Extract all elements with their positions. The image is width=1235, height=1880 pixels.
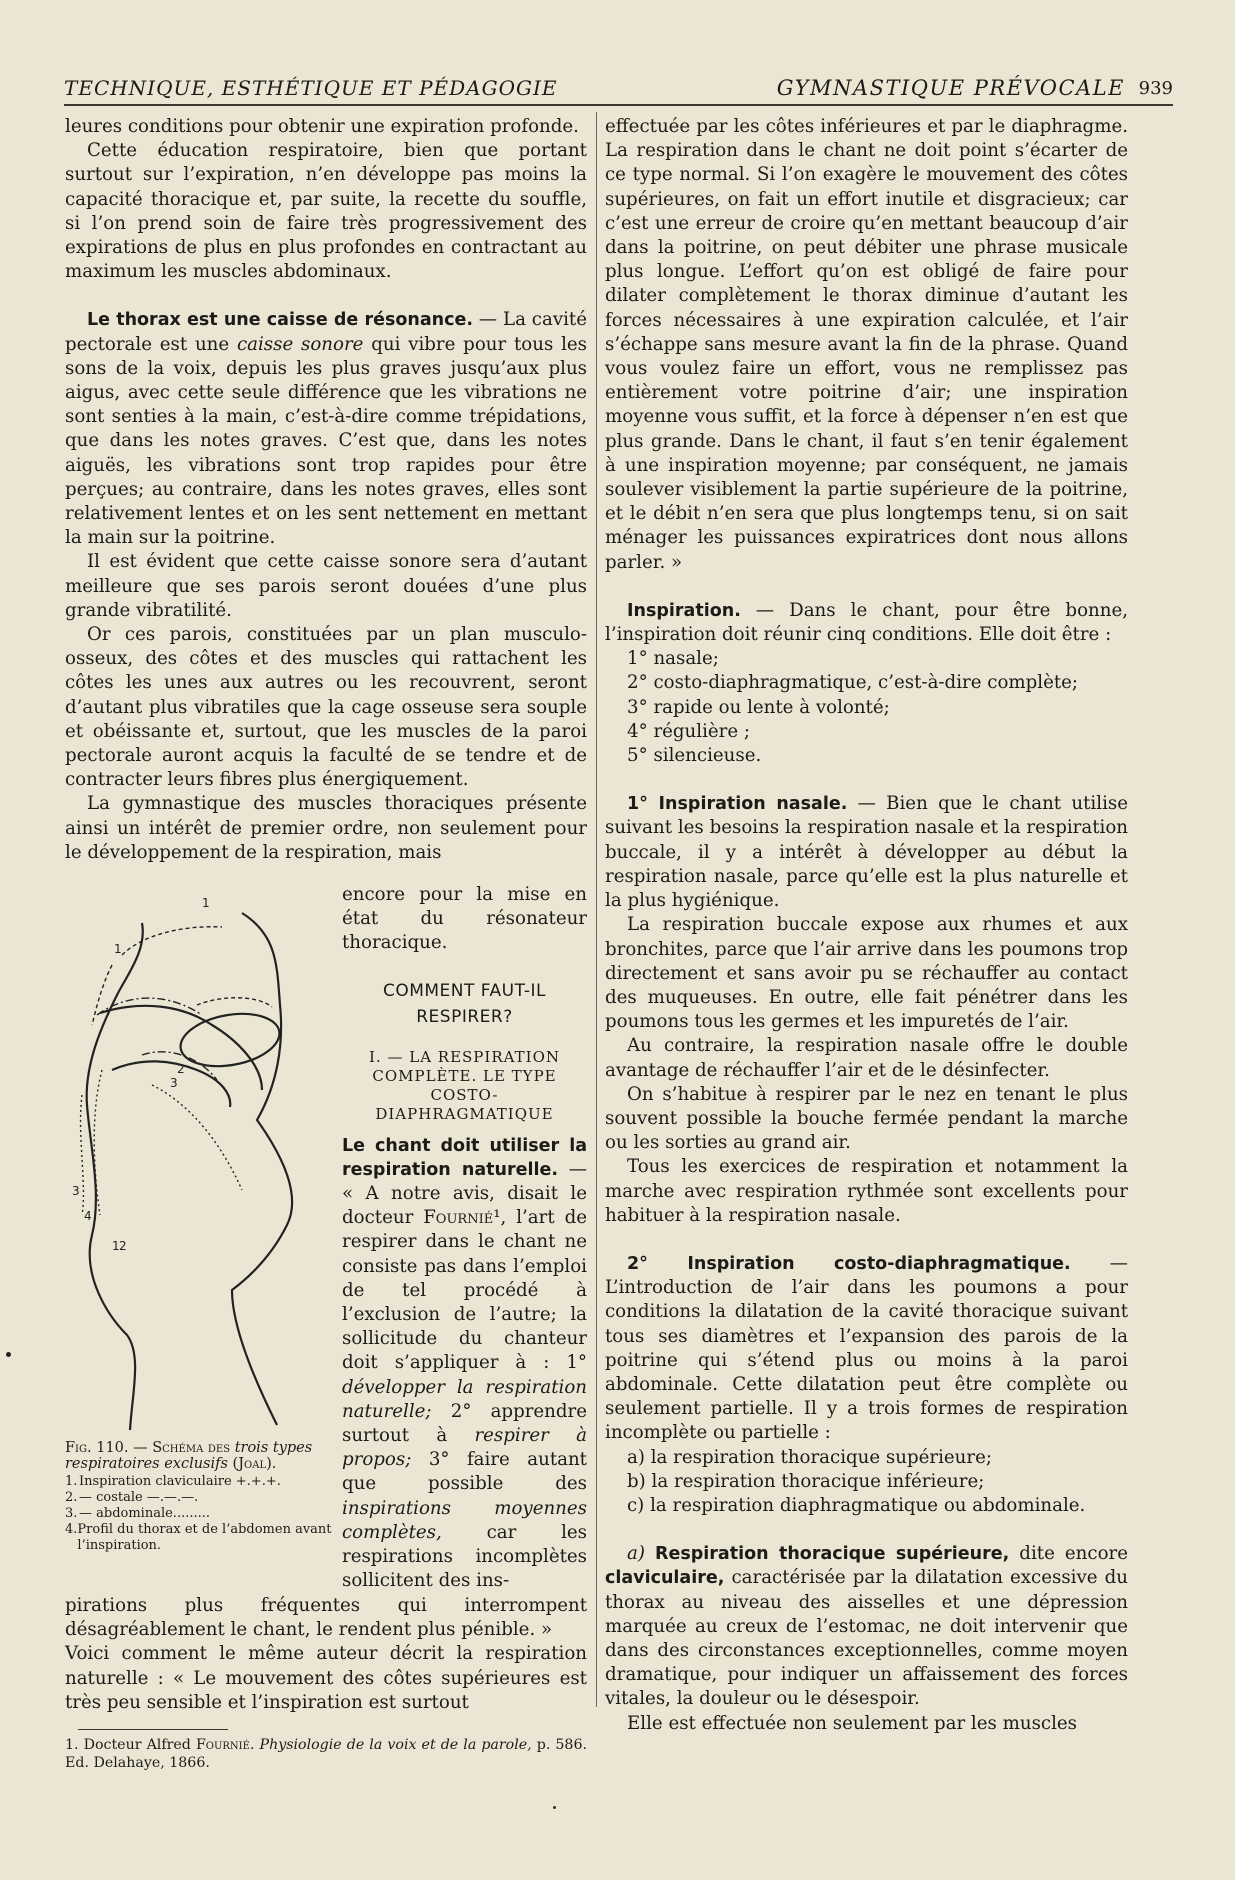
- figure-label: 2: [177, 1062, 185, 1076]
- subsection-heading: I. — LA RESPIRATION COMPLÈTE. LE TYPE COSTO-DIAPHRAGMATIQUE: [369, 1047, 560, 1123]
- list-item: 3° rapide ou lente à volonté;: [627, 696, 890, 718]
- footnote: 1. Docteur Alfred Fournié. Physiologie de la voix et de la parole, p. 586. Ed. Delahaye, 1866.: [65, 1737, 587, 1771]
- figure-label: 2: [119, 1239, 127, 1253]
- caption-title: Fig. 110. — Schéma des trois types respiratoires exclusifs (Joal).: [65, 1440, 313, 1472]
- paragraph: Au contraire, la respiration nasale offre le double avantage de réchauffer l’air et de le désinfecter.: [605, 1035, 1128, 1081]
- paragraph-inspiration: Inspiration. — Dans le chant, pour être bonne, l’inspiration doit réunir cinq conditions. Elle doit être :: [605, 599, 1128, 646]
- list-item: 4° régulière ;: [627, 720, 751, 742]
- figure-label: 3: [170, 1076, 178, 1090]
- left-column-tail: [65, 1594, 587, 1715]
- paragraph: encore pour la mise en état du résonateur thoracique.: [342, 884, 587, 954]
- paragraph-chant: Le chant doit utiliser la respiration naturelle. — « A notre avis, disait le docteur Fournié¹, l’art de respirer dans le chant ne consiste pas dans l’emploi de tel procédé à l’exclusion de l’autre; la sollicitude du chanteur doit s’appliquer à : 1° développer la respiration naturelle; 2° apprendre surtout à respirer à propos; 3° faire autant que possible des inspirations moyennes complètes, car les respirations incomplètes sollicitent des ins-: [342, 1135, 587, 1592]
- right-column: [605, 115, 1128, 1736]
- legend-item: 2. — costale —.—.—.: [65, 1490, 199, 1505]
- header-right-title: GYMNASTIQUE PRÉVOCALE: [776, 76, 1125, 100]
- figure-label: 4: [84, 1209, 92, 1223]
- paragraph: effectuée par les côtes inférieures et par le diaphragme. La respiration dans le chant ne doit point s’écarter de ce type normal. Si l’on exagère le mouvement des côtes supérieures, on fait un effort inutile et disgracieux; car c’est une erreur de croire qu’en mettant beaucoup d’air dans la poitrine, on peut débiter une phrase musicale plus longue. L’effort qu’on est obligé de faire pour dilater complètement le thorax diminue d’autant les forces nécessaires à une expiration calculée, et l’air s’échappe sans mesure avant la fin de la phrase. Quand vous voulez faire un effort, vous ne remplissez pas entièrement votre poitrine d’air; une inspiration moyenne vous suffit, et la force à dépenser n’en est que plus grande. Dans le chant, il faut s’en tenir également à une inspiration moyenne; par conséquent, ne jamais soulever visiblement la partie supérieure de la poitrine, et le débit n’en sera que plus longtemps tenu, si on sait ménager les puissances expiratrices dont nous allons parler. »: [605, 116, 1128, 573]
- figure-label: 3: [72, 1184, 80, 1198]
- section-heading: COMMENT FAUT-IL RESPIRER?: [382, 980, 547, 1027]
- figure-wrap-text: [342, 883, 587, 1593]
- list-item: 1° nasale;: [627, 648, 719, 670]
- conditions-list: [605, 647, 1128, 768]
- legend-item: 3. — abdominale.........: [65, 1506, 211, 1521]
- forms-list: [605, 1446, 1128, 1519]
- left-column: [65, 115, 587, 865]
- paragraph: La gymnastique des muscles thoraciques présente ainsi un intérêt de premier ordre, non seulement pour le développement de la respiration, mais: [65, 793, 587, 863]
- figure-caption: [65, 1440, 340, 1554]
- figure-label: 1: [114, 942, 122, 956]
- abdominal-line: [81, 1070, 242, 1215]
- paragraph: La respiration buccale expose aux rhumes et aux bronchites, parce que l’air arrive dans les poumons trop directement et sans avoir pu se réchauffer au contact des muqueuses. En outre, elle fait pénétrer dans les poumons tous les germes et les impuretés de l’air.: [605, 914, 1128, 1033]
- paragraph: Cette éducation respiratoire, bien que portant surtout sur l’expiration, n’en développe pas moins la capacité thoracique et, par suite, la recette du souffle, si l’on prend soin de faire très progressivement des expirations de plus en plus profondes en contractant au maximum les muscles abdominaux.: [65, 140, 587, 283]
- list-item: a) la respiration thoracique supérieure;: [627, 1446, 992, 1468]
- paragraph: On s’habitue à respirer par le nez en tenant le plus souvent possible la bouche fermée pendant la marche ou les sorties au grand air.: [605, 1083, 1128, 1154]
- thorax-profile-outline: [87, 913, 292, 1430]
- legend-item: 1. Inspiration claviculaire +.+.+.: [65, 1474, 281, 1489]
- footnote-rule: [78, 1729, 228, 1730]
- paragraph-claviculaire: a) Respiration thoracique supérieure, dite encore claviculaire, caractérisée par la dilatation excessive du thorax au niveau des aisselles et une dépression marquée au creux de l’estomac, ne doit intervenir que dans des circonstances exceptionnelles, comme moyen dramatique, pour indiquer un affaissement des forces vitales, la douleur ou le désespoir.: [605, 1543, 1128, 1710]
- list-item: c) la respiration diaphragmatique ou abdominale.: [627, 1494, 1086, 1516]
- paragraph: Or ces parois, constituées par un plan musculo-osseux, des côtes et des muscles qui rattachent les côtes les unes aux autres ou les recouvrent, seront d’autant plus vibratiles que la cage osseuse sera souple et obéissante et, surtout, que les muscles de la paroi pectorale auront acquis la faculté de se tendre et de contracter leurs fibres plus énergiquement.: [65, 624, 587, 791]
- paragraph: leures conditions pour obtenir une expiration profonde.: [65, 116, 579, 137]
- list-item: b) la respiration thoracique inférieure;: [627, 1470, 985, 1492]
- figure-label: 1: [112, 1239, 120, 1253]
- paragraph: Tous les exercices de respiration et notamment la marche avec respiration rythmée sont excellents pour habituer à la respiration nasale.: [605, 1156, 1128, 1226]
- running-header: [64, 74, 1173, 104]
- page-number: 939: [1138, 78, 1173, 99]
- figure-breathing-diagram: [72, 895, 334, 1435]
- margin-speck: [553, 1806, 556, 1809]
- paragraph: Elle est effectuée non seulement par les muscles: [627, 1712, 1078, 1734]
- list-item: 2° costo-diaphragmatique, c’est-à-dire complète;: [627, 672, 1079, 694]
- paragraph-costo: 2° Inspiration costo-diaphragmatique. — L’introduction de l’air dans les poumons a pour conditions la dilatation de la cavité thoracique suivant tous ses diamètres et l’expansion des parois de la poitrine qui s’étend plus ou moins à la paroi abdominale. Cette dilatation peut être complète ou seulement partielle. Il y a trois formes de respiration incomplète ou partielle :: [605, 1252, 1128, 1444]
- margin-speck: [6, 1352, 11, 1357]
- paragraph: Il est évident que cette caisse sonore sera d’autant meilleure que ses parois seront douées d’une plus grande vibratilité.: [65, 551, 587, 621]
- header-left-title: TECHNIQUE, ESTHÉTIQUE ET PÉDAGOGIE: [64, 76, 558, 100]
- figure-label: 1: [202, 896, 210, 910]
- paragraph-resonance: Le thorax est une caisse de résonance. — La cavité pectorale est une caisse sonore qui vibre pour tous les sons de la voix, depuis les plus graves jusqu’aux plus aigus, avec cette seule différence que les vibrations ne sont senties à la main, c’est-à-dire comme trépidations, que dans les notes graves. C’est que, dans les notes aiguës, les vibrations sont trop rapides pour être perçues; au contraire, dans les notes graves, elles sont relativement lentes et on les sent nettement en mettant la main sur la poitrine.: [65, 309, 587, 549]
- legend-item: 4. Profil du thorax et de l’abdomen avant l’inspiration.: [65, 1522, 332, 1553]
- paragraph: Voici comment le même auteur décrit la respiration naturelle : « Le mouvement des côtes supérieures est très peu sensible et l’inspiration est surtout: [65, 1643, 587, 1713]
- section-title: Le thorax est une caisse de résonance.: [87, 310, 474, 331]
- header-rule: [64, 104, 1173, 106]
- paragraph: pirations plus fréquentes qui interrompent désagréablement le chant, le rendent plus pénible. »: [65, 1595, 587, 1641]
- paragraph-nasal: 1° Inspiration nasale. — Bien que le chant utilise suivant les besoins la respiration nasale et la respiration buccale, il y a intérêt à développer au début la respiration nasale, parce qu’elle est la plus naturelle et la plus hygiénique.: [605, 793, 1128, 912]
- list-item: 5° silencieuse.: [627, 745, 762, 767]
- column-divider: [596, 112, 597, 1707]
